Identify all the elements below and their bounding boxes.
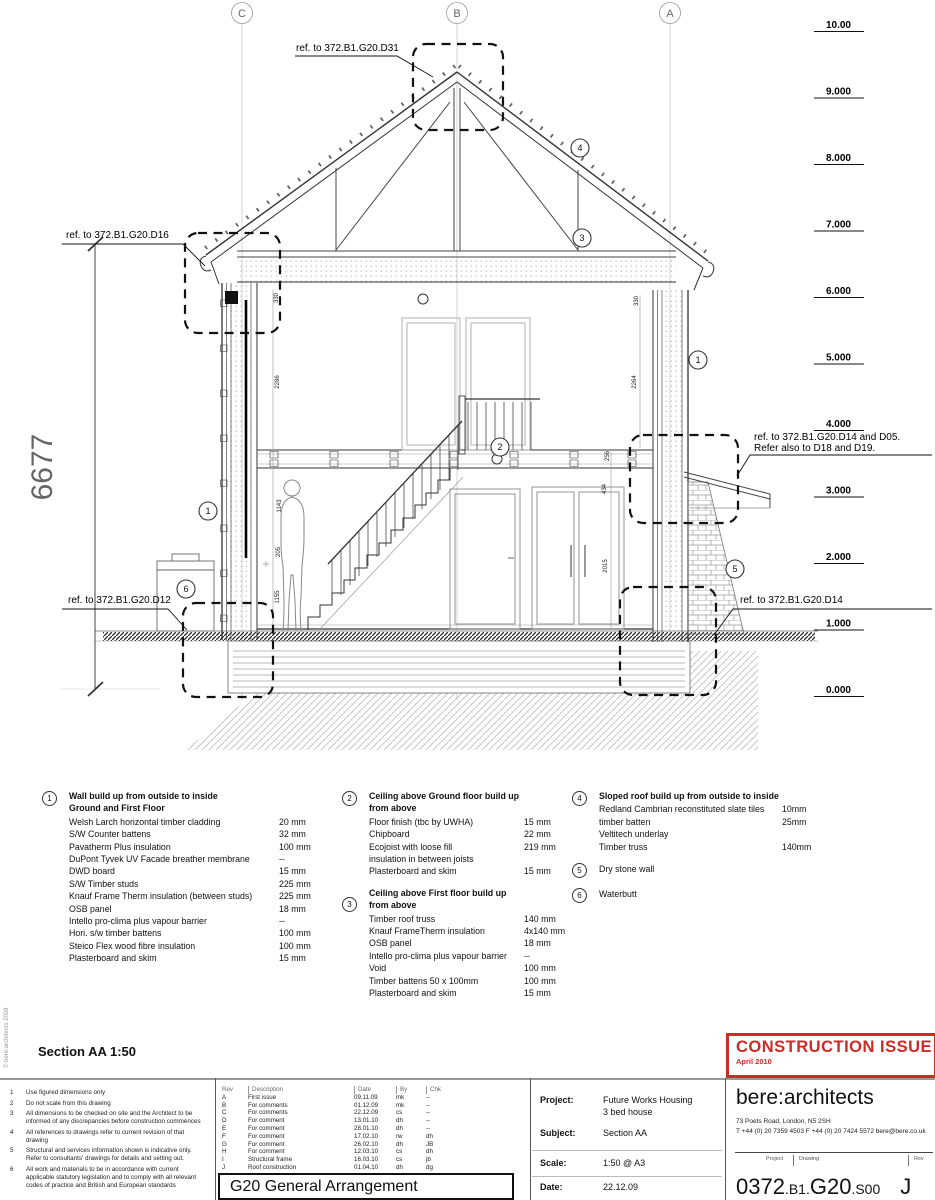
dwgnum-sep2: .S00 — [851, 1181, 881, 1197]
general-notes — [10, 1089, 210, 1193]
legend-row: DuPont Tyvek UV Facade breather membrane -- — [69, 853, 285, 864]
firm-contact: T +44 (0) 20 7359 4503 F +44 (0) 20 7424 5572 bere@bere.co.uk — [736, 1128, 926, 1135]
drawing-title-box: G20 General Arrangement — [218, 1173, 514, 1200]
level-label: 0.000 — [825, 685, 851, 696]
svg-text:2264: 2264 — [632, 375, 638, 389]
level-label: 3.000 — [825, 485, 851, 497]
firm-rule — [735, 1152, 933, 1153]
grid-label-a: A — [666, 8, 674, 20]
stamp-title: CONSTRUCTION ISSUE — [736, 1038, 933, 1056]
legend-title: from above — [369, 803, 417, 814]
section-title: Section AA 1:50 — [38, 1044, 137, 1059]
dry-stone-wall — [684, 472, 770, 634]
legend-row: Ecojoist with loose fill 219 mm — [369, 841, 556, 852]
col-tick — [908, 1155, 909, 1166]
legend-title: Ceiling above First floor build up — [369, 887, 507, 898]
svg-text:330: 330 — [634, 295, 640, 307]
door-window-frames — [402, 318, 624, 629]
legend-title: Wall build up from outside to inside — [69, 791, 218, 801]
copyright-note: © bere:architects 2008 — [4, 1007, 10, 1068]
revision-row: C For comments 22.12.09 cs -- — [222, 1109, 431, 1117]
level-label: 8.000 — [825, 153, 851, 164]
legend-title: Ground and First Floor — [69, 803, 165, 814]
right-wall — [653, 290, 688, 642]
col-tick — [793, 1155, 794, 1166]
svg-text:434: 434 — [602, 483, 608, 495]
legend-row: Redland Cambrian reconstituted slate tiles 10mm — [599, 804, 807, 815]
project-name: Future Works Housing — [603, 1095, 693, 1105]
grid-label-c: C — [238, 8, 246, 20]
legend-num-1: 1 — [42, 791, 57, 806]
legend-column-1 — [40, 790, 340, 965]
dwgnum-package: G20 — [809, 1174, 852, 1199]
note: 2 Do not scale from this drawing — [10, 1099, 111, 1107]
revision-row: B For comments 01.12.09 mk -- — [222, 1101, 431, 1109]
subject-value: Section AA — [603, 1128, 648, 1138]
note: 4 All references to drawings refer to current revision of that drawing — [10, 1128, 185, 1144]
svg-text:256: 256 — [605, 450, 611, 462]
legend-column-3 — [570, 790, 810, 903]
dwgnum-sep1: .B1. — [784, 1181, 810, 1197]
svg-text:2286: 2286 — [275, 375, 281, 389]
ground-and-foundations — [95, 631, 818, 750]
level-label: 4.000 — [825, 419, 851, 430]
scale-label: Scale: — [540, 1158, 567, 1168]
legend-row: Welsh Larch horizontal timber cladding 20 mm — [69, 816, 306, 827]
legend-row: Plasterboard and skim 15 mm — [369, 987, 551, 998]
note: 1 Use figured dimensions only — [10, 1089, 106, 1096]
level-label: 10.00 — [825, 20, 851, 31]
note: 6 All work and materials to be in accordance with current applicable statutory legislation and to comply with all relevant codes of practice and British and European standards — [10, 1165, 197, 1189]
ref-label-right-1: ref. to 372.B1.G20.D14 and D05. — [754, 432, 901, 443]
revision-row: J Roof construction 01.04.10 dh dg — [222, 1163, 433, 1171]
col-project-label: Project — [766, 1156, 784, 1162]
date-value: 22.12.09 — [603, 1182, 639, 1192]
legend-item-2 — [340, 790, 560, 815]
left-wall — [221, 283, 258, 640]
legend-num-6: 6 — [572, 888, 587, 903]
legend-title: Sloped roof build up from outside to inside — [599, 791, 779, 801]
legend-num-2: 2 — [342, 791, 357, 806]
svg-text:1155: 1155 — [275, 590, 281, 604]
ref-label-bottom-left: ref. to 372.B1.G20.D12 — [68, 595, 171, 606]
project-divider — [532, 1176, 722, 1177]
legend-row: Timber roof truss 140 mm — [369, 913, 556, 924]
callout-6: 6 — [183, 584, 189, 594]
subject-label: Subject: — [540, 1128, 576, 1138]
ref-label-right-2: Refer also to D18 and D19. — [754, 443, 876, 454]
revision-row: A First issue 09.11.09 mk -- — [222, 1093, 431, 1101]
svg-text:1143: 1143 — [277, 499, 283, 513]
level-label: 2.000 — [825, 552, 851, 563]
svg-text:330: 330 — [274, 292, 280, 304]
legend-row: Plasterboard and skim 15 mm — [69, 953, 306, 964]
project-label: Project: — [540, 1095, 574, 1105]
legend-num-3: 3 — [342, 897, 357, 912]
titleblock-divider — [725, 1078, 726, 1200]
level-label: 6.000 — [825, 286, 851, 297]
legend-row: Veltitech underlay — [599, 829, 669, 840]
grid-label-b: B — [453, 8, 461, 20]
legend-row: Timber battens 50 x 100mm 100 mm — [369, 975, 556, 986]
legend-title: from above — [369, 900, 417, 911]
construction-issue-stamp — [726, 1033, 935, 1078]
legend-num-4: 4 — [572, 791, 587, 806]
scale-value: 1:50 @ A3 — [603, 1158, 646, 1168]
dwgnum-project: 0372 — [736, 1174, 785, 1199]
revision-table — [222, 1086, 454, 1172]
legend-row: Intello pro-clima plus vapour barrier -- — [69, 915, 285, 926]
revision-row: I Structural frame 16.03.10 cs jb — [222, 1156, 431, 1164]
staircase — [308, 396, 540, 631]
level-label: 5.000 — [825, 352, 851, 364]
legend-row: Knauf FrameTherm insulation 4x140 mm — [369, 925, 566, 936]
revision-row: D For comment 13.01.10 dh -- — [222, 1117, 431, 1125]
date-label: Date: — [540, 1182, 563, 1192]
legend-label: Waterbutt — [599, 888, 637, 899]
legend-num-5: 5 — [572, 863, 587, 878]
legend-item-1 — [40, 790, 340, 815]
legend-title: Ceiling above Ground floor build up — [369, 791, 520, 801]
ref-label-bottom-right: ref. to 372.B1.G20.D14 — [740, 595, 843, 606]
legend-row: S/W Counter battens 32 mm — [69, 829, 306, 840]
legend-row: OSB panel 18 mm — [369, 938, 551, 949]
legend-row: Intello pro-clima plus vapour barrier -- — [369, 950, 530, 961]
callout-5: 5 — [732, 564, 738, 574]
callout-4: 4 — [577, 143, 583, 153]
titleblock-top-rule — [0, 1078, 935, 1080]
legend-row: timber batten 25mm — [599, 816, 807, 827]
revision-row: H For comment 12.03.10 cs dh — [222, 1148, 433, 1156]
legend-row: Knauf Frame Therm insulation (between studs) 225 mm — [69, 891, 311, 902]
revision-header: Rev Description Date By Chk — [222, 1086, 454, 1094]
level-label: 7.000 — [825, 219, 851, 231]
firm-address: 73 Poets Road, London, N5 2SH — [736, 1118, 831, 1125]
dim-overall-height: 6677 — [26, 433, 59, 501]
legend-row: Plasterboard and skim 15 mm — [369, 866, 551, 877]
legend-row: Void 100 mm — [369, 963, 556, 974]
legend-label: Dry stone wall — [599, 863, 655, 874]
legend-row: Floor finish (tbc by UWHA) 15 mm — [369, 816, 551, 827]
project-name-2: 3 bed house — [603, 1107, 653, 1117]
legend-item-3 — [340, 887, 560, 912]
legend-row: OSB panel 18 mm — [69, 903, 306, 914]
svg-text:2015: 2015 — [603, 559, 609, 573]
titleblock-divider — [215, 1078, 216, 1200]
callout-2: 2 — [497, 442, 503, 452]
callout-1b: 1 — [695, 355, 701, 365]
revision-row: E For comment 28.01.10 dh -- — [222, 1124, 431, 1132]
human-figure — [263, 480, 304, 631]
legend-row: S/W Timber studs 225 mm — [69, 878, 311, 889]
stamp-date: April 2010 — [736, 1057, 772, 1066]
legend-row: DWD board 15 mm — [69, 866, 306, 877]
revision-row: G For comment 26.02.10 dh JB — [222, 1140, 434, 1148]
level-label: 1.000 — [825, 618, 851, 630]
note: 5 Structural and services information shown is indicative only. Refer to consultants' drawings for details and setting out. — [10, 1147, 192, 1163]
legend-item-6 — [570, 887, 810, 903]
legend-row: insulation in between joists — [369, 853, 474, 864]
level-label: 9.000 — [825, 86, 851, 98]
drawing-number — [736, 1174, 911, 1200]
legend-row: Chipboard 22 mm — [369, 829, 551, 840]
dwgnum-revision: J — [900, 1174, 912, 1199]
callout-3: 3 — [579, 233, 585, 243]
project-divider — [532, 1150, 722, 1151]
legend-row: Pavatherm Plus insulation 100 mm — [69, 841, 311, 852]
revision-row: F For comment 17.02.10 rw dh — [222, 1132, 433, 1140]
structural-grid — [232, 3, 681, 701]
titleblock-divider — [530, 1078, 531, 1200]
ref-label-apex: ref. to 372.B1.G20.D31 — [296, 43, 399, 54]
legend-item-4 — [570, 790, 810, 802]
leader-lines — [62, 56, 932, 635]
firm-name: bere:architects — [736, 1086, 874, 1109]
legend-row: Steico Flex wood fibre insulation 100 mm — [69, 940, 311, 951]
col-rev-label: Rev — [914, 1156, 924, 1162]
legend-item-5 — [570, 862, 810, 878]
callout-1: 1 — [205, 506, 211, 516]
ref-label-left-eaves: ref. to 372.B1.G20.D16 — [66, 230, 169, 241]
col-drawing-label: Drawing — [799, 1156, 820, 1162]
note: 3 All dimensions to be checked on site and the Architect to be informed of any discrepancies before construction commences — [10, 1110, 201, 1126]
legend-column-2 — [340, 790, 566, 999]
legend-row: Hori. s/w timber battens 100 mm — [69, 928, 311, 939]
svg-text:205: 205 — [276, 546, 282, 558]
legend-row: Timber truss 140mm — [599, 841, 812, 852]
